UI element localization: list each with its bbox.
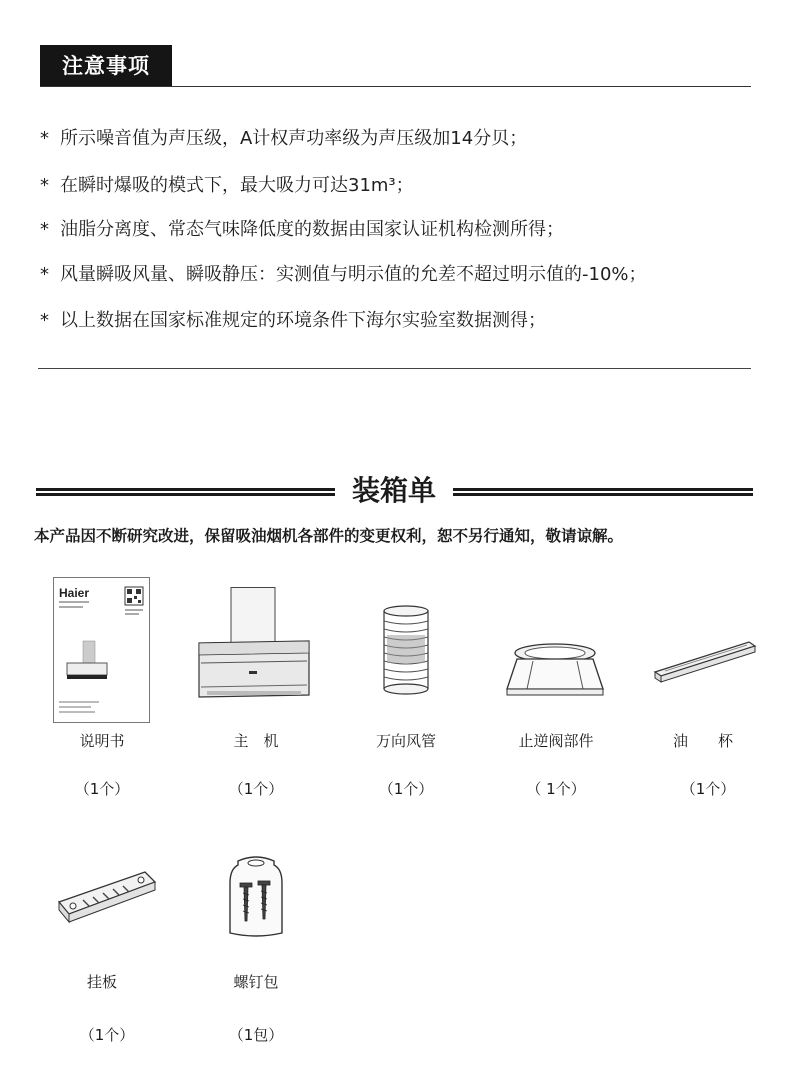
item-name: 说明书 [79, 732, 125, 750]
notice-item: * 所示噪音值为声压级，A计权声功率级为声压级加14分贝； [40, 128, 528, 149]
screw-pack-icon [224, 853, 288, 943]
duct-icon [381, 605, 431, 699]
item-name: 螺钉包 [233, 973, 279, 991]
oil-cup-icon [653, 640, 757, 688]
item-name: 止逆阀部件 [518, 732, 594, 750]
manual-icon [53, 577, 150, 727]
item-qty: （1个） [74, 780, 130, 798]
item-qty: （1包） [228, 1026, 284, 1044]
item-qty: （1个） [79, 1026, 135, 1044]
check-valve-icon [503, 641, 607, 701]
notice-item: * 在瞬时爆吸的模式下，最大吸力可达31m³； [40, 175, 414, 196]
packing-title-rule-left [36, 488, 335, 496]
notice-divider [40, 86, 751, 87]
range-hood-icon [197, 587, 312, 707]
item-name: 万向风管 [375, 732, 436, 750]
item-qty: （ 1个） [526, 780, 586, 798]
notice-item: * 油脂分离度、常态气味降低度的数据由国家认证机构检测所得； [40, 219, 564, 240]
item-name: 主 机 [233, 732, 279, 750]
packing-title: 装箱单 [351, 474, 436, 507]
manual-brand: Haier [59, 586, 90, 600]
notice-bottom-divider [38, 368, 751, 369]
packing-note: 本产品因不断研究改进，保留吸油烟机各部件的变更权利，恕不另行通知，敬请谅解。 [34, 527, 624, 545]
item-name: 挂板 [86, 973, 117, 991]
item-qty: （1个） [378, 780, 434, 798]
notice-item: * 风量瞬吸风量、瞬吸静压：实测值与明示值的允差不超过明示值的-10%； [40, 264, 647, 285]
item-name: 油 杯 [672, 732, 733, 750]
item-qty: （1个） [680, 780, 736, 798]
notice-item: * 以上数据在国家标准规定的环境条件下海尔实验室数据测得； [40, 310, 546, 331]
notice-title: 注意事项 [40, 45, 172, 87]
packing-title-rule-right [453, 488, 753, 496]
hanging-plate-icon [57, 866, 157, 930]
item-qty: （1个） [228, 780, 284, 798]
